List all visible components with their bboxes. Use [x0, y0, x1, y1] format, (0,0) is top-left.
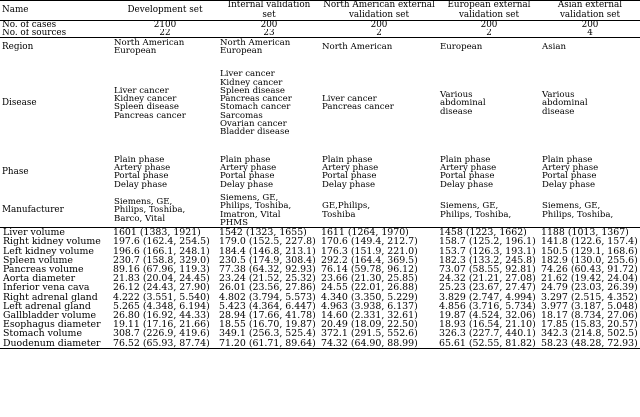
table-cell: 4.963 (3.938, 6.137) — [321, 301, 418, 311]
row-label: Stomach volume — [3, 329, 82, 339]
cell-line: Portal phase — [440, 171, 495, 182]
table-cell: 230.5 (174.9, 308.4) — [219, 255, 316, 265]
row-label: Manufacturer — [2, 205, 64, 216]
cell-line: Stomach cancer — [220, 102, 291, 113]
table-cell: 4 — [587, 29, 593, 38]
table-cell: 292.2 (164.4, 369.5) — [321, 255, 418, 265]
table-cell: 17.85 (15.83, 20.57) — [541, 320, 638, 330]
row-label: Right adrenal gland — [3, 292, 98, 302]
cell-line: Artery phase — [322, 163, 379, 174]
table-cell: 20.49 (18.09, 22.50) — [321, 320, 418, 330]
disease-cell — [438, 56, 540, 151]
table-cell: 19.87 (4.524, 32.06) — [439, 310, 536, 321]
disease-row — [0, 56, 640, 151]
table-cell: 24.79 (23.03, 26.39) — [541, 283, 638, 293]
cell-line: GE,Philips, — [322, 201, 371, 212]
measurements-section — [0, 228, 640, 349]
cell-line: PHMS — [220, 217, 248, 228]
measurement-row — [0, 274, 640, 283]
cell-line: Philips, Toshiba, — [542, 209, 614, 220]
measurement-row — [0, 283, 640, 292]
table-cell: 74.32 (64.90, 88.99) — [321, 338, 418, 349]
cases-row — [0, 21, 640, 30]
table-cell: 1458 (1223, 1662) — [439, 227, 527, 238]
table-cell: 1601 (1383, 1921) — [113, 227, 201, 238]
table-cell: 24.32 (21.21, 27.08) — [439, 274, 536, 284]
disease-cell — [218, 56, 320, 151]
measurement-row — [0, 311, 640, 320]
row-label: Aorta diameter — [3, 274, 76, 284]
cell-line: Siemens, GE, — [220, 193, 279, 203]
table-cell: 230.7 (158.8, 329.0) — [113, 255, 210, 265]
cell-line: Plain phase — [542, 154, 593, 165]
manufacturer-cell — [540, 194, 640, 228]
region-cell — [112, 38, 218, 56]
manufacturer-cell — [218, 194, 320, 228]
cell-line: Portal phase — [220, 171, 275, 182]
table-cell: 170.6 (149.4, 212.7) — [321, 237, 418, 247]
measurement-row — [0, 293, 640, 302]
row-label: Gallbladder volume — [3, 310, 97, 321]
cell-line: Portal phase — [114, 171, 169, 182]
cell-line: Various — [542, 89, 575, 100]
cell-line: Spleen disease — [220, 85, 285, 96]
table-cell: 1611 (1264, 1970) — [321, 227, 409, 238]
table-cell: 4.802 (3.794, 5.573) — [219, 292, 316, 302]
header-north-american-set: North American external validation set — [323, 0, 435, 20]
table-cell: 184.4 (146.8, 213.1) — [219, 246, 316, 256]
phase-cell — [540, 151, 640, 194]
measurement-row — [0, 339, 640, 349]
table-cell: 71.20 (61.71, 89.64) — [219, 338, 316, 349]
row-label: Right kidney volume — [3, 237, 101, 247]
cell-line: Imatron, Vital — [220, 209, 281, 220]
cell-line: Kidney cancer — [114, 94, 177, 105]
cell-line: Liver cancer — [114, 85, 169, 96]
row-label: Esophagus diameter — [3, 320, 101, 330]
table-cell: 200 — [581, 20, 599, 30]
cell-line: Bladder disease — [220, 127, 290, 138]
table-cell: 182.9 (130.0, 255.6) — [541, 255, 638, 265]
table-cell: 3.977 (3.187, 5.048) — [541, 301, 638, 311]
cell-line: Delay phase — [322, 179, 376, 190]
cell-line: European — [220, 46, 263, 56]
table-cell: 89.16 (67.96, 119.3) — [113, 264, 210, 275]
cell-line: European — [114, 46, 157, 56]
table-cell: 2100 — [153, 20, 177, 30]
header-internal-validation-set: Internal validation set — [227, 0, 311, 20]
cell-line: Various — [440, 89, 473, 100]
region-cell — [320, 38, 438, 56]
table-cell: 18.17 (8.734, 27.06) — [541, 310, 638, 321]
table-cell: 26.01 (23.56, 27.86) — [219, 283, 316, 293]
table-cell: 349.1 (256.3, 525.4) — [219, 329, 316, 339]
disease-cell — [540, 56, 640, 151]
cell-line: Pancreas cancer — [220, 94, 292, 105]
table-cell: 372.1 (291.5, 552.6) — [321, 329, 418, 339]
table-cell: 76.52 (65.93, 87.74) — [113, 338, 210, 349]
row-label: No. of cases — [2, 20, 57, 30]
cell-line: Delay phase — [542, 179, 596, 190]
phase-cell — [218, 151, 320, 194]
manufacturer-cell — [320, 194, 438, 228]
table-cell: 326.3 (227.7, 440.1) — [439, 329, 536, 339]
table-cell: 23.66 (21.30, 25.85) — [321, 274, 418, 284]
measurement-row — [0, 228, 640, 238]
table-cell: 4.340 (3.350, 5.229) — [321, 292, 418, 302]
phase-cell — [438, 151, 540, 194]
table-cell: 1542 (1323, 1655) — [219, 227, 307, 238]
cell-line: Plain phase — [114, 154, 165, 165]
table-cell: 179.0 (152.5, 227.8) — [219, 237, 316, 247]
table-cell: 22 — [159, 29, 171, 38]
table-cell: 18.55 (16.70, 19.87) — [219, 320, 316, 330]
cell-line: disease — [440, 106, 473, 117]
cell-line: Siemens, GE, — [114, 197, 173, 208]
table-cell: 3.297 (2.515, 4.352) — [541, 292, 638, 302]
row-label: Region — [2, 42, 34, 52]
table-cell: 25.23 (23.67, 27.47) — [439, 283, 536, 293]
row-label: Left kidney volume — [3, 246, 94, 256]
row-label: Phase — [2, 167, 29, 178]
measurement-row — [0, 320, 640, 329]
cell-line: Philips, Toshiba, — [220, 201, 292, 212]
table-cell: 176.3 (151.9, 221.0) — [321, 246, 418, 256]
cell-line: Plain phase — [440, 154, 491, 165]
table-cell: 158.7 (125.2, 196.1) — [439, 237, 536, 247]
table-cell: 21.83 (20.04, 24.45) — [113, 274, 210, 284]
header-name: Name — [2, 4, 29, 15]
row-label: Inferior vena cava — [3, 283, 90, 293]
sources-row — [0, 29, 640, 38]
cell-line: disease — [542, 106, 575, 117]
manufacturer-cell — [112, 194, 218, 228]
cell-line: Artery phase — [542, 163, 599, 174]
cell-line: Portal phase — [542, 171, 597, 182]
row-label: Pancreas volume — [3, 264, 84, 275]
measurement-row — [0, 247, 640, 256]
table-cell: 1188 (1013, 1367) — [541, 227, 629, 238]
table-cell: 200 — [370, 20, 388, 30]
cell-line: Philips, Toshiba, — [114, 205, 186, 216]
table-cell: 4.222 (3.551, 5.540) — [113, 292, 210, 302]
region-cell — [540, 38, 640, 56]
table-cell: 4.856 (3.716, 5.734) — [439, 301, 536, 311]
cell-line: Barco, Vital — [114, 213, 166, 224]
cell-line: Plain phase — [220, 154, 271, 165]
table-cell: 153.7 (126.3, 193.1) — [439, 246, 536, 256]
table-cell: 23 — [263, 29, 275, 38]
table-cell: 3.829 (2.747, 4.994) — [439, 292, 536, 302]
row-label: Duodenum diameter — [3, 338, 101, 349]
table-cell: 28.94 (17.66, 41.78) — [219, 310, 316, 321]
cell-line: Ovarian cancer — [220, 119, 287, 129]
cell-line: European — [440, 42, 483, 52]
cell-line: Liver cancer — [220, 69, 275, 80]
cell-line: Sarcomas — [220, 110, 263, 121]
disease-cell — [320, 56, 438, 151]
cell-line: Delay phase — [220, 179, 274, 190]
table-cell: 308.7 (226.9, 419.6) — [113, 329, 210, 339]
measurement-row — [0, 256, 640, 265]
table-cell: 141.8 (122.6, 157.4) — [541, 237, 638, 247]
table-cell: 196.6 (166.1, 248.1) — [113, 246, 210, 256]
table-cell: 5.265 (4.348, 6.194) — [113, 301, 210, 311]
cell-line: Siemens, GE, — [440, 201, 499, 212]
cell-line: Pancreas cancer — [114, 110, 186, 121]
phase-cell — [112, 151, 218, 194]
table-cell: 65.61 (52.55, 81.82) — [439, 338, 536, 349]
table-cell: 2 — [376, 29, 382, 38]
table-cell: 21.62 (19.42, 24.04) — [541, 274, 638, 284]
row-label: Left adrenal gland — [3, 301, 91, 311]
cell-line: Artery phase — [440, 163, 497, 174]
cell-line: Artery phase — [220, 163, 277, 174]
measurement-row — [0, 265, 640, 274]
table-cell: 73.07 (58.55, 92.81) — [439, 264, 536, 275]
cell-line: Artery phase — [114, 163, 171, 174]
measurement-row — [0, 237, 640, 246]
table-cell: 77.38 (64.32, 92.93) — [219, 264, 316, 275]
table-cell: 14.60 (2.331, 32.61) — [321, 310, 418, 321]
table-cell: 58.23 (48.28, 72.93) — [541, 338, 638, 349]
cell-line: abdominal — [440, 98, 486, 109]
table-cell: 200 — [480, 20, 498, 30]
cell-line: North American — [220, 37, 291, 48]
table-cell: 76.14 (59.78, 96.12) — [321, 264, 418, 275]
table-cell: 150.5 (129.1, 168.6) — [541, 246, 638, 256]
cell-line: Spleen disease — [114, 102, 179, 113]
table-cell: 2 — [486, 29, 492, 38]
phase-cell — [320, 151, 438, 194]
cell-line: North American — [322, 42, 393, 52]
cell-line: Siemens, GE, — [542, 201, 601, 212]
table-cell: 200 — [260, 20, 278, 30]
header-row — [0, 1, 640, 21]
cell-line: Delay phase — [114, 179, 168, 190]
cell-line: North American — [114, 37, 185, 48]
phase-row — [0, 151, 640, 194]
region-cell — [438, 38, 540, 56]
table-cell: 182.3 (133.2, 245.8) — [439, 255, 536, 265]
table-cell: 197.6 (162.4, 254.5) — [113, 237, 210, 247]
row-label: No. of sources — [2, 29, 67, 38]
measurement-row — [0, 302, 640, 311]
table-cell: 74.26 (60.43, 91.72) — [541, 264, 638, 275]
table-cell: 19.11 (17.16, 21.66) — [113, 320, 210, 330]
table-cell: 23.24 (21.52, 25.32) — [219, 274, 316, 284]
table-cell: 26.80 (16.92, 44.33) — [113, 310, 210, 321]
table-cell: 342.3 (214.8, 502.5) — [541, 329, 638, 339]
cell-line: Philips, Toshiba, — [440, 209, 512, 220]
table-cell: 26.12 (24.43, 27.90) — [113, 283, 210, 293]
table-cell: 18.93 (16.54, 21.10) — [439, 320, 536, 330]
header-development-set: Development set — [127, 4, 203, 15]
row-label: Disease — [2, 98, 37, 109]
cell-line: Asian — [542, 42, 567, 52]
measurement-row — [0, 329, 640, 338]
header-asian-set: Asian external validation set — [557, 0, 623, 20]
cell-line: abdominal — [542, 98, 588, 109]
cell-line: Portal phase — [322, 171, 377, 182]
disease-cell — [112, 56, 218, 151]
cell-line: Delay phase — [440, 179, 494, 190]
manufacturer-cell — [438, 194, 540, 228]
region-cell — [218, 38, 320, 56]
header-european-set: European external validation set — [447, 0, 531, 20]
cell-line: Plain phase — [322, 154, 373, 165]
cell-line: Kidney cancer — [220, 77, 283, 88]
manufacturer-row — [0, 194, 640, 228]
row-label: Spleen volume — [3, 255, 73, 265]
cell-line: Pancreas cancer — [322, 102, 394, 113]
region-row — [0, 38, 640, 56]
row-label: Liver volume — [3, 227, 65, 238]
table-cell: 5.423 (4.364, 6.447) — [219, 301, 316, 311]
table-cell: 24.55 (22.01, 26.88) — [321, 283, 418, 293]
cell-line: Toshiba — [322, 209, 356, 220]
cell-line: Liver cancer — [322, 94, 377, 105]
